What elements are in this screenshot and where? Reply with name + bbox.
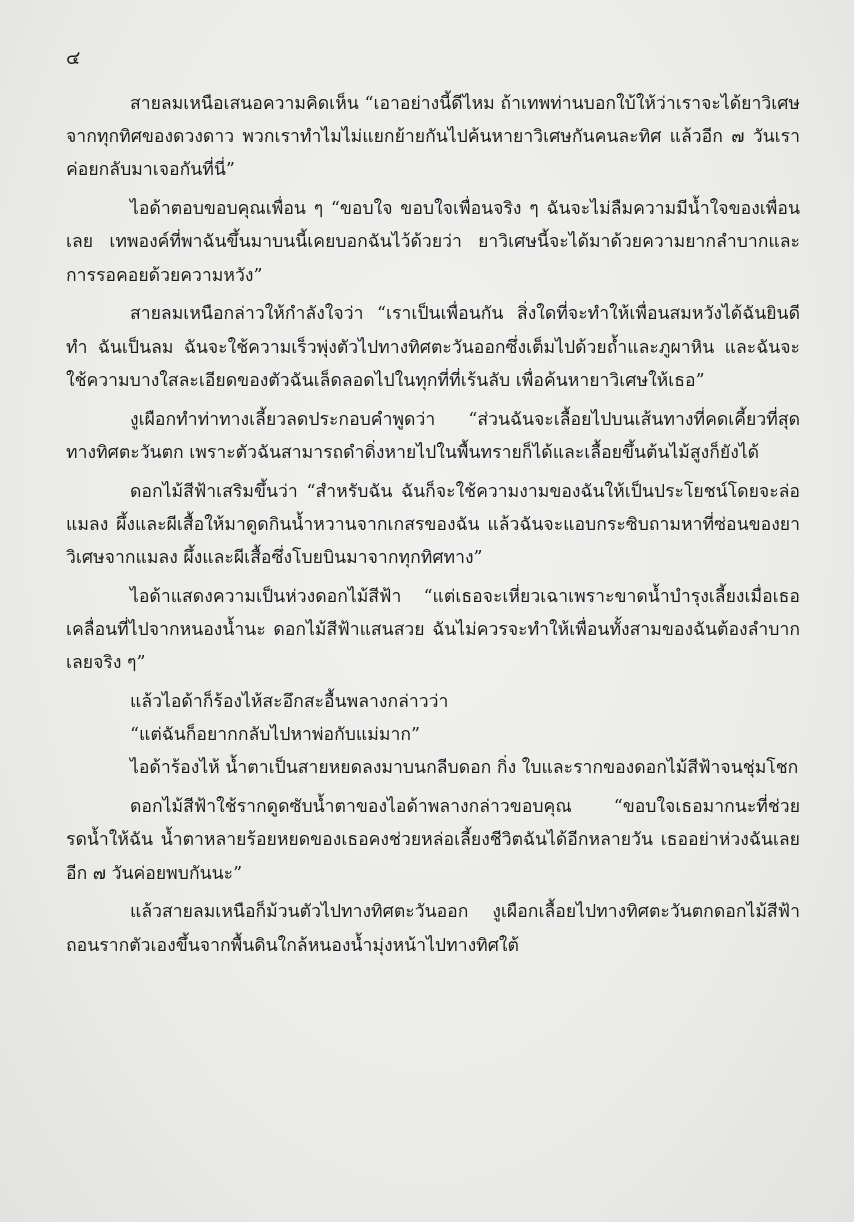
paragraph-north-wind-proposal: สายลมเหนือเสนอความคิดเห็น “เอาอย่างนี้ดีไหม ถ้าเทพท่านบอกใบ้ให้ว่าเราจะได้ยาวิเศษจากทุกทิศของดวงดาว พวกเราทำไมไม่แยกย้ายกันไปค้นหายาวิเศษกันคนละทิศ แล้วอีก ๗ วันเราค่อยกลับมาเจอกันที่นี่” — [66, 94, 800, 181]
story-text — [66, 88, 800, 968]
paragraph-north-wind-encourages: สายลมเหนือกล่าวให้กำลังใจว่า “เราเป็นเพื่อนกัน สิ่งใดที่จะทำให้เพื่อนสมหวังได้ฉันยินดีทำ ฉันเป็นลม ฉันจะใช้ความเร็วพุ่งตัวไปทางทิศตะวันออกซึ่งเต็มไปด้วยถ้ำและภูผาหิน และฉันจะใช้ความบางใสละเอียดของตัวฉันเล็ดลอดไปในทุกที่ที่เร้นลับ เพื่อค้นหายาวิเศษให้เธอ” — [66, 304, 800, 391]
paragraph-white-snake: งูเผือกทำท่าทางเลี้ยวลดประกอบคำพูดว่า “ส่วนฉันจะเลื้อยไปบนเส้นทางที่คดเคี้ยวที่สุดทางทิศตะวันตก เพราะตัวฉันสามารถดำดิ่งหายไปในพื้นทรายก็ได้และเลื้อยขึ้นต้นไม้สูงก็ยังได้ — [66, 409, 800, 463]
paragraph-departure: แล้วสายลมเหนือก็ม้วนตัวไปทางทิศตะวันออก งูเผือกเลื้อยไปทางทิศตะวันตกดอกไม้สีฟ้าถอนรากตัวเองขึ้นจากพื้นดินใกล้หนองน้ำมุ่งหน้าไปทางทิศใต้ — [66, 902, 800, 956]
paragraph-aida-quote: “แต่ฉันก็อยากกลับไปหาพ่อกับแม่มาก” — [130, 725, 420, 746]
paragraph-aida-worries: ไอด้าแสดงความเป็นห่วงดอกไม้สีฟ้า “แต่เธอจะเหี่ยวเฉาเพราะขาดน้ำบำรุงเลี้ยงเมื่อเธอเคลื่อนที่ไปจากหนองน้ำนะ ดอกไม้สีฟ้าแสนสวย ฉันไม่ควรจะทำให้เพื่อนทั้งสามของฉันต้องลำบากเลยจริง ๆ” — [66, 586, 800, 674]
paragraph-aida-cries: ไอด้าร้องไห้ น้ำตาเป็นสายหยดลงมาบนกลีบดอก กิ่ง ใบและรากของดอกไม้สีฟ้าจนชุ่มโชก — [130, 758, 799, 779]
page-number: ๔ — [66, 47, 81, 69]
paragraph-blue-flower: ดอกไม้สีฟ้าเสริมขึ้นว่า “สำหรับฉัน ฉันก็จะใช้ความงามของฉันให้เป็นประโยชน์โดยจะล่อแมลง ผึ้งและผีเสื้อให้มาดูดกินน้ำหวานจากเกสรของฉัน แล้วฉันจะแอบกระซิบถามหาที่ซ่อนของยาวิเศษจากแมลง ผึ้งและผีเสื้อซึ่งโบยบินมาจากทุกทิศทาง” — [66, 481, 800, 569]
paragraph-flower-thanks: ดอกไม้สีฟ้าใช้รากดูดซับน้ำตาของไอด้าพลางกล่าวขอบคุณ “ขอบใจเธอมากนะที่ช่วยรดน้ำให้ฉัน น้ำตาหลายร้อยหยดของเธอคงช่วยหล่อเลี้ยงชีวิตฉันได้อีกหลายวัน เธออย่าห่วงฉันเลย อีก ๗ วันค่อยพบกันนะ” — [66, 797, 800, 884]
paragraph-aida-sobs: แล้วไอด้าก็ร้องไห้สะอึกสะอื้นพลางกล่าวว่า — [130, 692, 449, 713]
paragraph-aida-thanks: ไอด้าตอบขอบคุณเพื่อน ๆ “ขอบใจ ขอบใจเพื่อนจริง ๆ ฉันจะไม่ลืมความมีน้ำใจของเพื่อนเลย เทพองค์ที่พาฉันขึ้นมาบนนี้เคยบอกฉันไว้ด้วยว่า ยาวิเศษนี้จะได้มาด้วยความยากลำบากและการรอคอยด้วยความหวัง” — [66, 199, 800, 286]
